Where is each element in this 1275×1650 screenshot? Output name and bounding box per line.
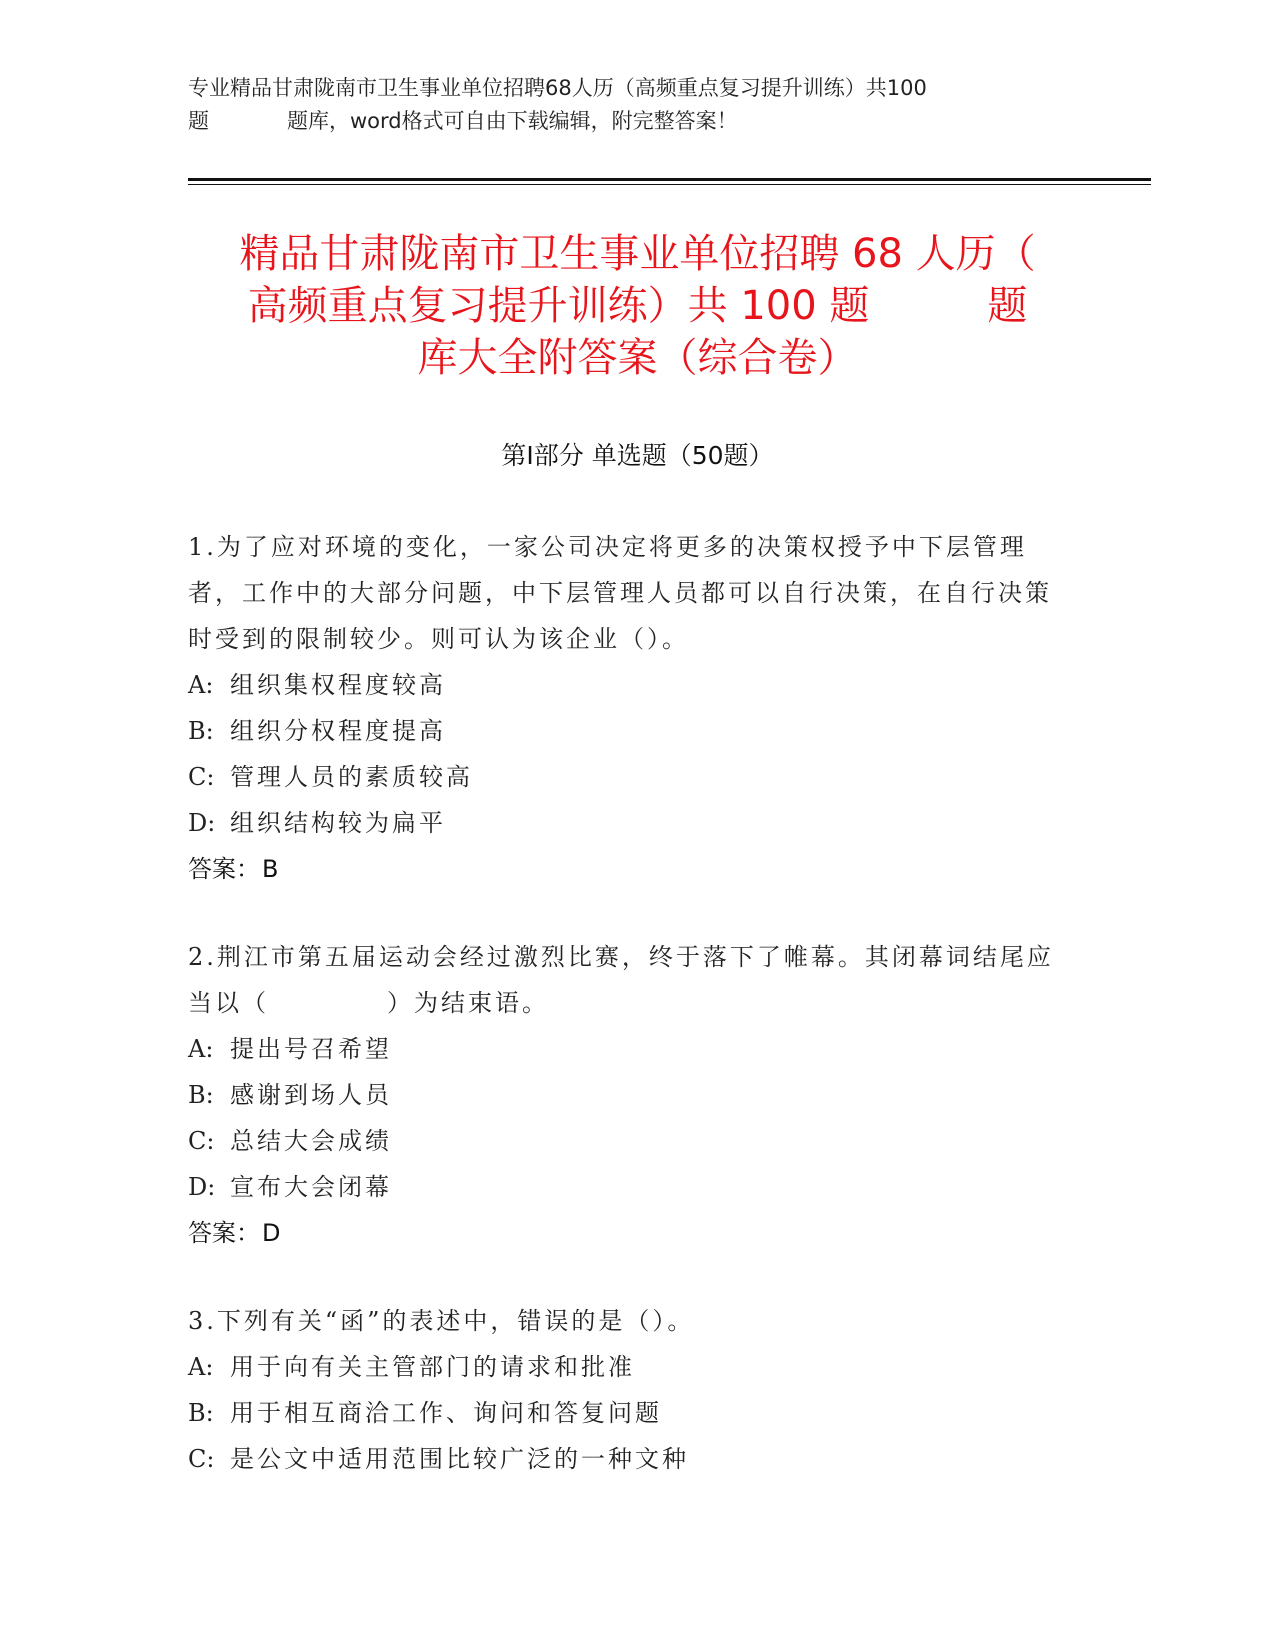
option-letter: A: [188,671,214,699]
option-text: 宣布大会闭幕 [230,1173,392,1201]
answer-line [188,1210,1068,1256]
option-a [188,1026,1068,1072]
answer-value: B [262,855,279,883]
question-stem-part-1: 2.荆江市第五届运动会经过激烈比赛，终于落下了帷幕。其闭幕词结尾应当以（ [188,943,1054,1017]
option-b [188,708,1068,754]
option-text: 用于相互商洽工作、询问和答复问题 [230,1399,662,1427]
option-text: 组织结构较为扁平 [230,809,446,837]
option-letter: A: [188,1035,214,1063]
option-letter: B: [188,1081,214,1109]
question-2 [188,934,1068,1256]
answer-label: 答案： [188,855,260,883]
answer-line [188,846,1068,892]
option-letter: B: [188,717,214,745]
option-text: 组织分权程度提高 [230,717,446,745]
option-text: 是公文中适用范围比较广泛的一种文种 [230,1445,689,1473]
option-letter: C: [188,1445,215,1473]
option-b [188,1390,1068,1436]
option-c [188,1118,1068,1164]
section-title: 第Ⅰ部分 单选题（50题） [501,441,774,470]
option-text: 总结大会成绩 [230,1127,392,1155]
header-line-2 [188,105,1088,138]
question-stem: 3.下列有关“函”的表述中，错误的是（）。 [188,1307,695,1335]
title-line-2a: 高频重点复习提升训练）共 100 题 [247,283,870,329]
title-line-2 [160,280,1115,332]
question-1 [188,524,1068,892]
header-line-2a: 题 [188,109,209,133]
question-list [188,524,1068,1524]
question-stem [188,934,1068,1026]
option-c [188,1436,1068,1482]
option-letter: C: [188,763,215,791]
answer-label: 答案： [188,1219,260,1247]
option-letter: D: [188,1173,216,1201]
header-divider-thick [188,178,1151,181]
option-c [188,754,1068,800]
option-a [188,1344,1068,1390]
option-b [188,1072,1068,1118]
option-text: 提出号召希望 [230,1035,392,1063]
option-letter: C: [188,1127,215,1155]
page-header-note [188,72,1088,138]
option-text: 组织集权程度较高 [230,671,446,699]
question-stem-part-2: ）为结束语。 [387,989,549,1017]
option-d [188,800,1068,846]
question-stem: 1.为了应对环境的变化，一家公司决定将更多的决策权授予中下层管理者，工作中的大部分问题，中下层管理人员都可以自行决策，在自行决策时受到的限制较少。则可认为该企业（）。 [188,533,1052,653]
header-divider-thin [188,184,1151,185]
option-letter: A: [188,1353,214,1381]
option-d [188,1164,1068,1210]
header-line-1: 专业精品甘肃陇南市卫生事业单位招聘68人历（高频重点复习提升训练）共100 [188,76,927,100]
header-line-2b: 题库，word格式可自由下载编辑，附完整答案！ [287,109,738,133]
answer-value: D [262,1219,281,1247]
option-letter: B: [188,1399,214,1427]
option-text: 用于向有关主管部门的请求和批准 [230,1353,635,1381]
option-text: 管理人员的素质较高 [230,763,473,791]
document-title [160,228,1115,384]
question-3 [188,1298,1068,1482]
title-line-1: 精品甘肃陇南市卫生事业单位招聘 68 人历（ [239,231,1036,277]
option-text: 感谢到场人员 [230,1081,392,1109]
title-line-3: 库大全附答案（综合卷） [417,335,858,381]
title-line-2b: 题 [987,283,1028,329]
option-a [188,662,1068,708]
option-letter: D: [188,809,216,837]
